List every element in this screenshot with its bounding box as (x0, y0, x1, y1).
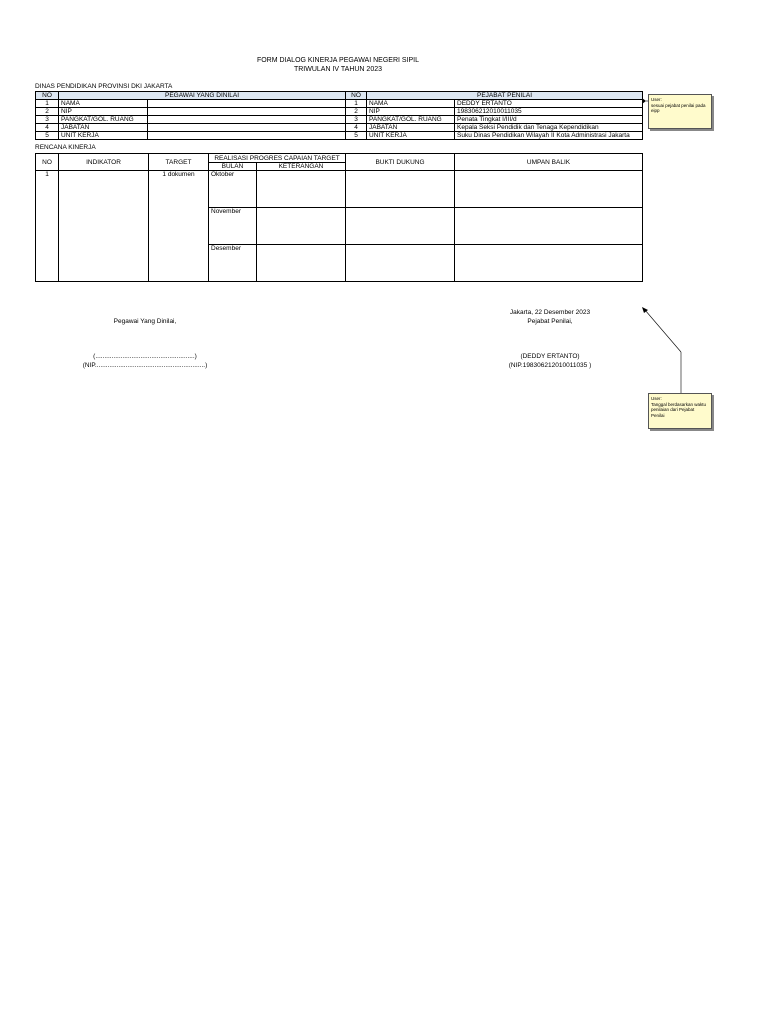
signature-left-name: (.......................................................) (93, 353, 197, 360)
comment-note-1[interactable] (648, 94, 712, 129)
row-label: PANGKAT/GOL. RUANG (367, 116, 455, 124)
signature-left-nip: (NIP.............................................................) (82, 362, 208, 369)
month-desember: Desember (209, 245, 257, 282)
month-november: November (209, 208, 257, 245)
signature-left-label: Pegawai Yang Dinilai, (113, 318, 177, 325)
pejabat-pangkat-value[interactable]: Penata Tingkat I/III/d (455, 116, 643, 124)
row-label: JABATAN (367, 124, 455, 132)
row-label: UNIT KERJA (367, 132, 455, 140)
comment-author: User: (651, 97, 662, 102)
row-no: 5 (36, 132, 59, 140)
signature-right-label: Pejabat Penilai, (527, 318, 573, 325)
row-no: 3 (36, 116, 59, 124)
header-no: NO (36, 154, 59, 171)
row-no: 4 (36, 124, 59, 132)
row-no: 1 (346, 100, 367, 108)
rencana-kinerja-label: RENCANA KINERJA (35, 144, 96, 151)
kinerja-no: 1 (36, 171, 59, 282)
header-keterangan: KETERANGAN (257, 163, 346, 171)
row-no: 4 (346, 124, 367, 132)
header-bukti-dukung: BUKTI DUKUNG (346, 154, 455, 171)
header-target: TARGET (149, 154, 209, 171)
row-label: NIP (59, 108, 148, 116)
comment-text: Tanggal berdasarkan waktu penilaian dari Pejabat Penilai (651, 401, 707, 418)
pejabat-unit-value[interactable]: Suku Dinas Pendidikan Wilayah II Kota Administrasi Jakarta (455, 132, 643, 140)
signature-place-date: Jakarta, 22 Desember 2023 (509, 309, 591, 316)
form-title-line1: FORM DIALOG KINERJA PEGAWAI NEGERI SIPIL (256, 57, 420, 64)
info-header-pegawai: PEGAWAI YANG DINILAI (59, 92, 346, 100)
comment-author: User: (651, 396, 662, 401)
signature-right-nip: (NIP.198306212010011035 ) (508, 362, 592, 369)
row-label: JABATAN (59, 124, 148, 132)
pejabat-nip-value[interactable]: 198306212010011035 (455, 108, 643, 116)
pejabat-nama-value[interactable]: DEDDY ERTANTO (455, 100, 643, 108)
row-no: 3 (346, 116, 367, 124)
kinerja-target[interactable]: 1 dokumen (149, 171, 209, 282)
organization-label: DINAS PENDIDIKAN PROVINSI DKI JAKARTA (35, 83, 173, 90)
row-no: 5 (346, 132, 367, 140)
header-bulan: BULAN (209, 163, 257, 171)
month-oktober: Oktober (209, 171, 257, 208)
comment-note-2[interactable] (648, 393, 712, 429)
header-umpan-balik: UMPAN BALIK (455, 154, 643, 171)
header-indikator: INDIKATOR (59, 154, 149, 171)
comment-line-2b (645, 310, 681, 352)
header-realisasi: REALISASI PROGRES CAPAIAN TARGET (209, 154, 346, 163)
comment-arrow-1 (642, 98, 646, 104)
row-label: NIP (367, 108, 455, 116)
row-no: 2 (36, 108, 59, 116)
row-label: PANGKAT/GOL. RUANG (59, 116, 148, 124)
info-header-no-left: NO (36, 92, 59, 100)
info-header-pejabat: PEJABAT PENILAI (367, 92, 643, 100)
row-no: 1 (36, 100, 59, 108)
row-label: UNIT KERJA (59, 132, 148, 140)
signature-right-name: (DEDDY ERTANTO) (520, 353, 580, 360)
row-no: 2 (346, 108, 367, 116)
pejabat-jabatan-value[interactable]: Kepala Seksi Pendidik dan Tenaga Kependidikan (455, 124, 643, 132)
row-label: NAMA (367, 100, 455, 108)
form-title-line2: TRIWULAN IV TAHUN 2023 (293, 66, 383, 73)
comment-text: sesuai pejabat penilai pada eipp (651, 102, 706, 113)
info-header-no-right: NO (346, 92, 367, 100)
row-label: NAMA (59, 100, 148, 108)
